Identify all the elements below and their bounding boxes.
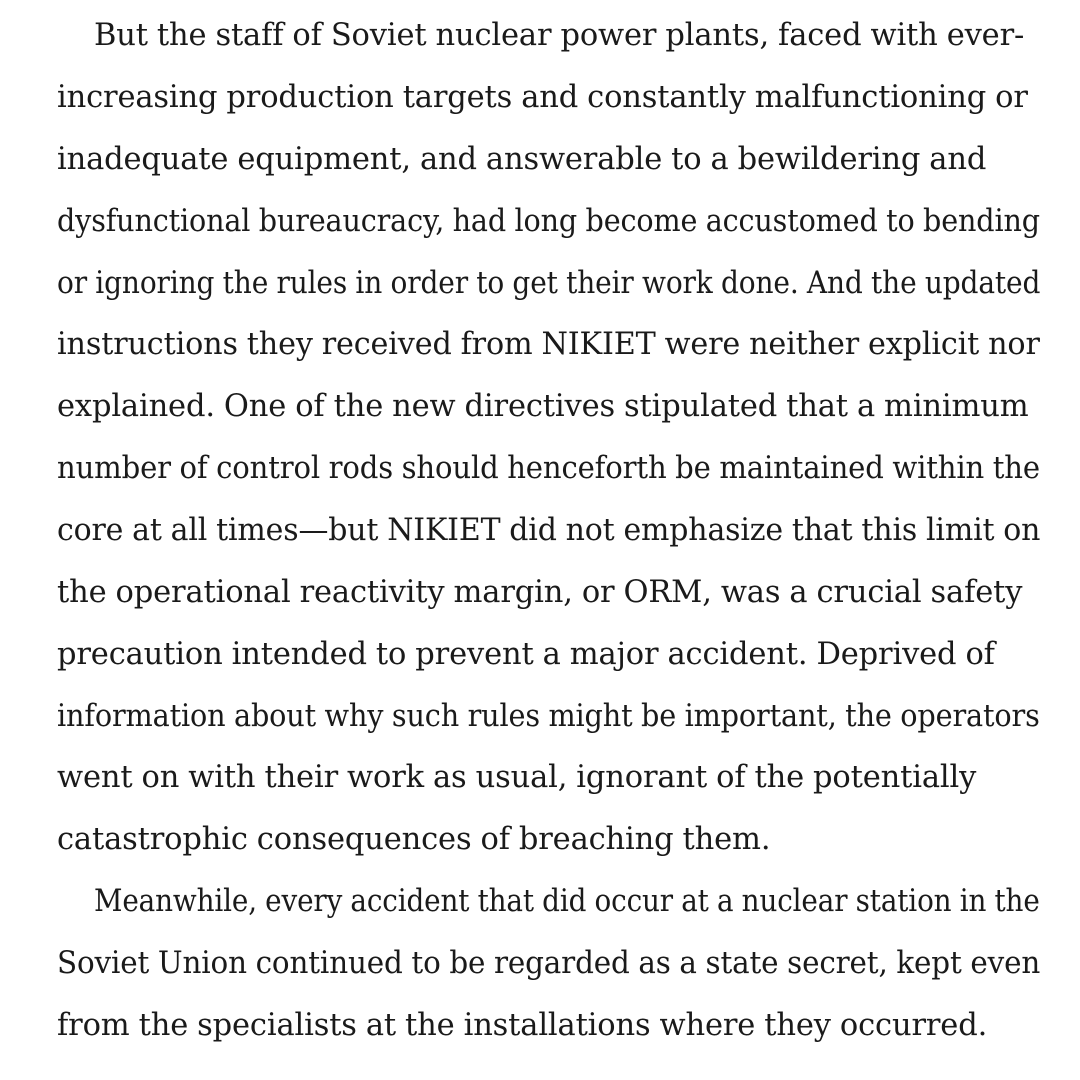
text-line: Meanwhile, every accident that did occur at a nuclear station in the xyxy=(94,884,1040,919)
text-line: went on with their work as usual, ignorant of the potentially xyxy=(57,760,977,795)
text-line: precaution intended to prevent a major accident. Deprived of xyxy=(57,637,995,672)
text-line: the operational reactivity margin, or ORM, was a crucial safety xyxy=(57,575,1023,610)
text-line: core at all times—but NIKIET did not emphasize that this limit on xyxy=(57,513,1041,548)
text-line: instructions they received from NIKIET were neither explicit nor xyxy=(57,327,1040,362)
text-line: information about why such rules might be important, the operators xyxy=(57,699,1040,734)
text-line: or ignoring the rules in order to get their work done. And the updated xyxy=(57,266,1041,301)
text-line: But the staff of Soviet nuclear power plants, faced with ever- xyxy=(94,18,1025,53)
text-line: from the specialists at the installations where they occurred. xyxy=(57,1008,988,1043)
text-line: explained. One of the new directives stipulated that a minimum xyxy=(57,389,1029,424)
text-line: number of control rods should henceforth be maintained within the xyxy=(57,451,1040,486)
text-line: dysfunctional bureaucracy, had long become accustomed to bending xyxy=(57,204,1040,239)
text-line: increasing production targets and constantly malfunctioning or xyxy=(57,80,1028,115)
text-line: Soviet Union continued to be regarded as a state secret, kept even xyxy=(57,946,1041,981)
text-line: inadequate equipment, and answerable to a bewildering and xyxy=(57,142,987,177)
text-line: catastrophic consequences of breaching them. xyxy=(57,822,771,857)
